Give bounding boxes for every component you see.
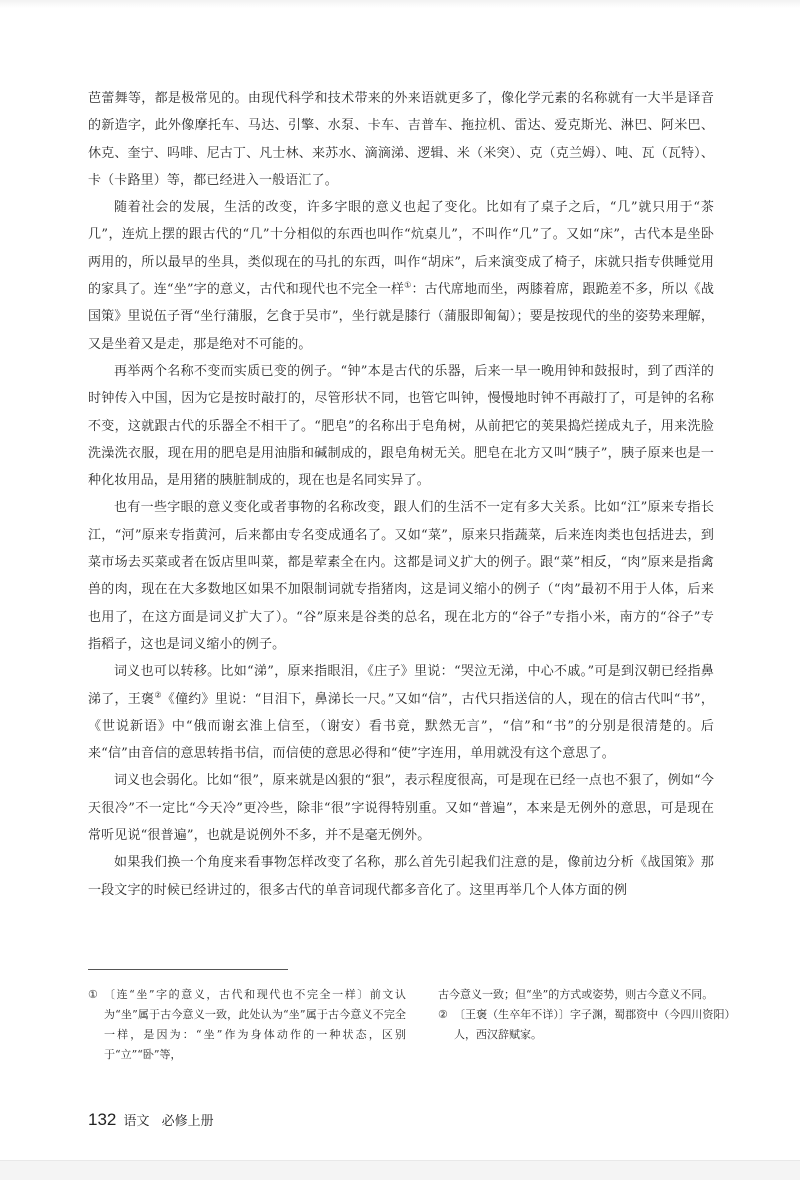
paragraph-5-text-b: 《僮约》里说：“目泪下，鼻涕长一尺。”又如“信”，古代只指送信的人，现在的信古代叫“书”，《世说新语》中“俄而谢玄淮上信至，（谢安）看书竟，默然无言”，“信”和“书”的分别是很清楚的。后来“信”由音信的意思转指书信，而信使的意思必得和“使”字连用，单用就没有这个意思了。 [88,691,714,762]
footnote-1-text: 〔连“坐”字的意义，古代和现代也不完全一样〕前文认为“坐”属于古今意义一致，此处认为“坐”属于古今意义不完全一样，是因为：“坐”作为身体动作的一种状态，区别于“立”“卧”等， [104,988,406,1061]
footnote-column-right [438,985,730,1045]
footnote-column-left [88,985,406,1065]
book-title: 语文 [123,1114,150,1129]
footnote-1-number: ① [88,988,98,1001]
paragraph-5 [88,658,714,767]
page-footer [88,1110,214,1130]
paragraph-3: 再举两个名称不变而实质已变的例子。“钟”本是古代的乐器，后来一早一晚用钟和鼓报时，到了西洋的时钟传入中国，因为它是按时敲打的，尽管形状不同，也管它叫钟，慢慢地时钟不再敲打了，可是钟的名称不变，这就跟古代的乐器全不相干了。“肥皂”的名称出于皂角树，从前把它的荚果捣烂搓成丸子，用来洗脸洗澡洗衣服，现在用的肥皂是用油脂和碱制成的，跟皂角树无关。肥皂在北方又叫“胰子”，胰子原来也是一种化妆用品，是用猪的胰脏制成的，现在也是名同实异了。 [88,363,714,489]
volume-title: 必修上册 [161,1114,214,1129]
paragraph-2-text-a: 随着社会的发展，生活的改变，许多字眼的意义也起了变化。比如有了桌子之后，“几”就只用于“茶几”，连炕上摆的跟古代的“几”十分相似的东西也叫作“炕桌儿”，不叫作“几”了。又如“床”，古代本是坐卧两用的，所以最早的坐具，类似现在的马扎的东西，叫作“胡床”，后来演变成了椅子，床就只指专供睡觉用的家具了。连“坐”字的意义，古代和现代也不完全一样 [88,200,714,298]
page-number: 132 [88,1110,117,1129]
paragraph-6: 词义也会弱化。比如“很”，原来就是凶狠的“狠”，表示程度很高，可是现在已经一点也不狠了，例如“今天很冷”不一定比“今天冷”更冷些，除非“很”字说得特别重。又如“普遍”，本来是无例外的意思，可是现在常听见说“很普遍”，也就是说例外不多，并不是毫无例外。 [88,773,714,844]
footnote-ref-2[interactable]: ② [154,690,162,700]
footnote-1-continued-text: 古今意义一致；但“坐”的方式或姿势，则古今意义不同。 [438,988,714,1001]
paragraph-4: 也有一些字眼的意义变化或者事物的名称改变，跟人们的生活不一定有多大关系。比如“江”原来专指长江，“河”原来专指黄河，后来都由专名变成通名了。又如“菜”，原来只指蔬菜，后来连肉类也包括进去，到菜市场去买菜或者在饭店里叫菜，都是荤素全在内。这都是词义扩大的例子。跟“菜”相反，“肉”原来是指禽兽的肉，现在在大多数地区如果不加限制词就专指猪肉，这是词义缩小的例子（“肉”最初不用于人体，后来也用了，在这方面是词义扩大了）。“谷”原来是谷类的总名，现在北方的“谷子”专指小米，南方的“谷子”专指稻子，这也是词义缩小的例子。 [88,500,714,652]
footnote-2 [438,1005,730,1045]
paragraph-7: 如果我们换一个角度来看事物怎样改变了名称，那么首先引起我们注意的是，像前边分析《战国策》那一段文字的时候已经讲过的，很多古代的单音词现代都多音化了。这里再举几个人体方面的例 [88,855,714,898]
paragraph-5-text-a: 词义也可以转移。比如“涕”，原来指眼泪，《庄子》里说：“哭泣无涕，中心不戚。”可是到汉朝已经指鼻涕了，王褒 [88,664,714,707]
footnote-1 [88,985,406,1065]
footnote-divider [88,969,288,970]
paragraph-2-text-b: ：古代席地而坐，两膝着席，跟跪差不多，所以《战国策》里说伍子胥“坐行蒲服，乞食于吴市”，坐行就是膝行（蒲服即匍匐）；要是按现代的坐的姿势来理解，又是坐着又是走，那是绝对不可能的。 [88,282,714,352]
footnote-2-text: 〔王褒（生卒年不详）〕字子渊，蜀郡资中（今四川资阳）人，西汉辞赋家。 [454,1008,730,1041]
footnote-ref-1[interactable]: ① [404,280,412,290]
footnote-2-number: ② [438,1008,448,1021]
main-text [88,85,714,904]
bottom-edge-shadow [0,1160,800,1180]
paragraph-2 [88,194,714,358]
top-edge-shadow [0,0,800,8]
paragraph-1: 芭蕾舞等，都是极常见的。由现代科学和技术带来的外来语就更多了，像化学元素的名称就有一大半是译音的新造字，此外像摩托车、马达、引擎、水泵、卡车、吉普车、拖拉机、雷达、爱克斯光、淋巴、阿米巴、休克、奎宁、吗啡、尼古丁、凡士林、来苏水、滴滴涕、逻辑、米（米突）、克（克兰姆）、吨、瓦（瓦特）、卡（卡路里）等，都已经进入一般语汇了。 [88,91,714,188]
footnote-1-continued [438,985,730,1005]
